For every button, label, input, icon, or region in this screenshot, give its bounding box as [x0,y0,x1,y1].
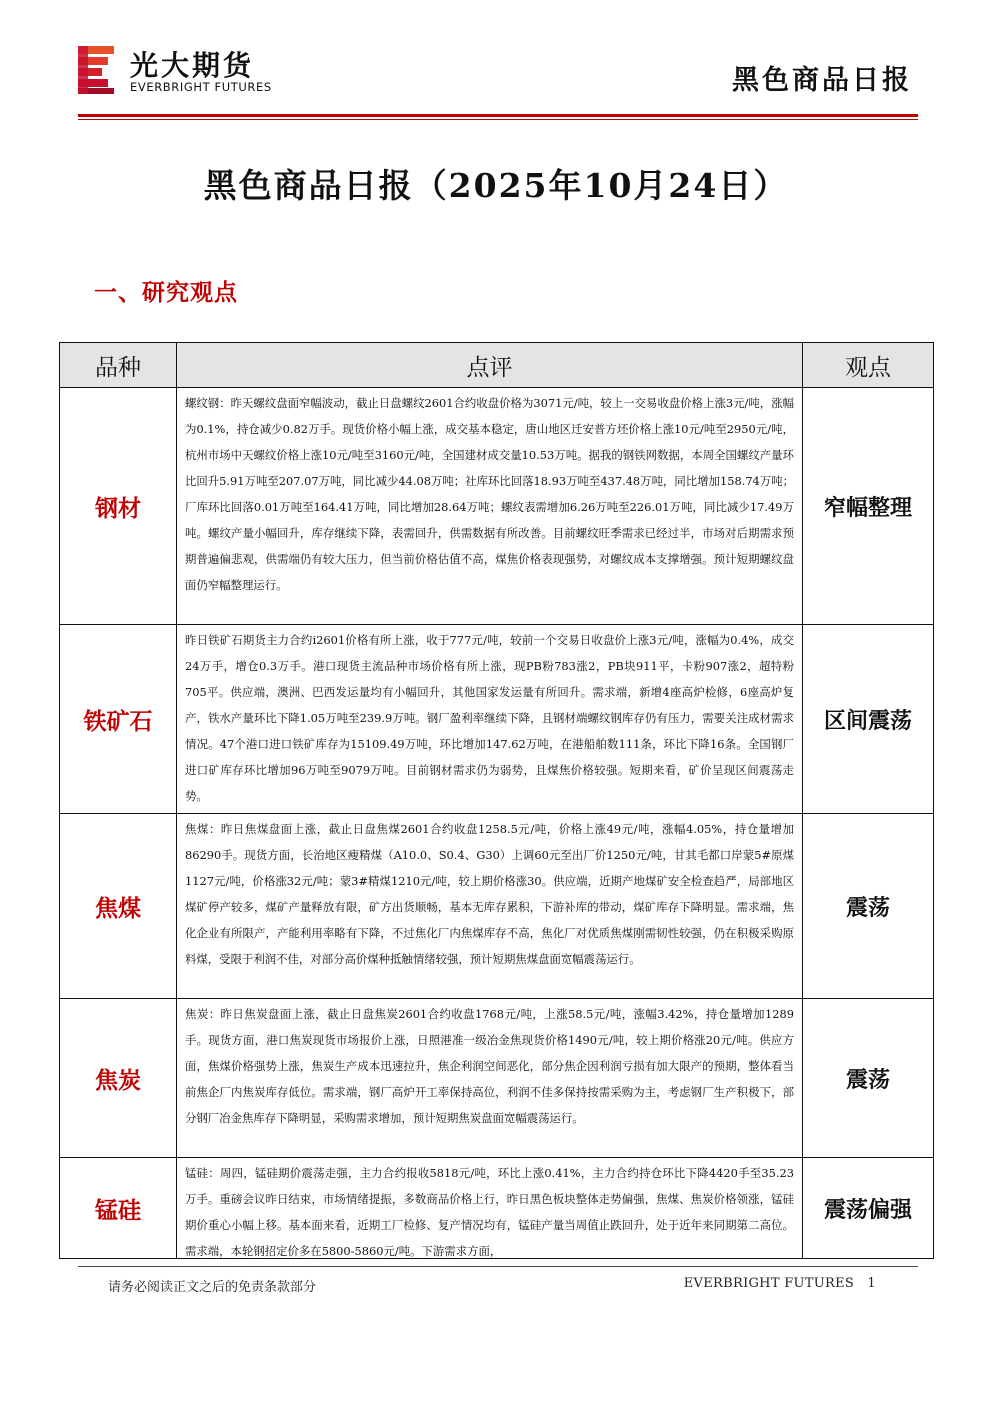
header-comment: 点评 [177,343,803,388]
table-row [60,388,934,625]
product-view: 窄幅整理 [803,388,934,625]
product-comment: 焦炭：昨日焦炭盘面上涨，截止日盘焦炭2601合约收盘1768元/吨，上涨58.5元/吨，涨幅3.42%，持仓量增加1289手。现货方面，港口焦炭现货市场报价上涨，日照港准一级冶金焦现货价格1490元/吨，较上期价格涨20元/吨。供应方面，焦煤价格强势上涨，焦炭生产成本迅速拉升，焦企利润空间恶化，部分焦企因利润亏损有加大限产的预期，整体看当前焦企厂内焦炭库存低位。需求端，钢厂高炉开工率保持高位，利润不佳多保持按需采购为主，考虑钢厂生产积极下，部分钢厂冶金焦库存下降明显，采购需求增加，预计短期焦炭盘面宽幅震荡运行。 [177,999,803,1158]
product-view: 震荡偏强 [803,1158,934,1259]
table-row [60,1158,934,1259]
product-comment: 焦煤：昨日焦煤盘面上涨，截止日盘焦煤2601合约收盘1258.5元/吨，价格上涨49元/吨，涨幅4.05%，持仓量增加86290手。现货方面，长治地区瘦精煤（A10.0、S0.4、G30）上调60元至出厂价1250元/吨，甘其毛都口岸蒙5#原煤1127元/吨，价格涨32元/吨；蒙3#精煤1210元/吨，较上期价格涨30。供应端，近期产地煤矿安全检查趋严，局部地区煤矿停产较多，煤矿产量释放有限，矿方出货顺畅，基本无库存累积，下游补库的带动，煤矿库存下降明显。需求端，焦化企业有所限产，产能利用率略有下降，不过焦化厂内焦煤库存不高，焦化厂对优质焦煤刚需韧性较强，仍在积极采购原料煤，受限于利润不佳，对部分高价煤种抵触情绪较强，预计短期焦煤盘面宽幅震荡运行。 [177,814,803,999]
header-view: 观点 [803,343,934,388]
product-name: 钢材 [60,388,177,625]
company-logo [78,40,288,100]
product-view: 区间震荡 [803,625,934,814]
product-name: 铁矿石 [60,625,177,814]
logo-chinese-text: 光大期货 [130,49,255,82]
table-row [60,625,934,814]
footer-divider [78,1266,918,1267]
research-views-table [59,342,934,1259]
product-name: 焦炭 [60,999,177,1158]
product-comment-cell [177,1158,803,1259]
product-name: 焦煤 [60,814,177,999]
logo-english-text: EVERBRIGHT FUTURES [130,80,272,94]
report-name: 黑色商品日报 [732,65,912,96]
product-comment: 锰硅：周四，锰硅期价震荡走强，主力合约报收5818元/吨，环比上涨0.41%，主力合约持仓环比下降4420手至35.23万手。重磅会议昨日结束，市场情绪提振，多数商品价格上行，昨日黑色板块整体走势偏强，焦煤、焦炭价格领涨，锰硅期价重心小幅上移。基本面来看，近期工厂检修、复产情况均有，锰硅产量当周值止跌回升，处于近年来同期第二高位。需求端，本轮钢招定价多在5800-5860元/吨。下游需求方面， [185,1166,794,1258]
footer-disclaimer: 请务必阅读正文之后的免责条款部分 [108,1280,317,1295]
product-comment: 昨日铁矿石期货主力合约i2601价格有所上涨，收于777元/吨，较前一个交易日收盘价上涨3元/吨，涨幅为0.4%，成交24万手，增仓0.3万手。港口现货主流品种市场价格有所上涨，现PB粉783涨2，PB块911平，卡粉907涨2，超特粉705平。供应端，澳洲、巴西发运量均有小幅回升，其他国家发运量有所回升。需求端，新增4座高炉检修，6座高炉复产，铁水产量环比下降1.05万吨至239.9万吨。钢厂盈利率继续下降，且钢材端螺纹钢库存仍有压力，需要关注成材需求情况。47个港口进口铁矿库存为15109.49万吨，环比增加147.62万吨，在港船舶数111条，环比下降16条。全国钢厂进口矿库存环比增加96万吨至9079万吨。目前钢材需求仍为弱势，且煤焦价格较强。短期来看，矿价呈现区间震荡走势。 [177,625,803,814]
document-title: 黑色商品日报（2025年10月24日） [203,166,789,205]
footer-brand-page [684,1276,876,1291]
table-row [60,999,934,1158]
table-row [60,814,934,999]
header-divider [78,114,918,117]
footer-brand: EVERBRIGHT FUTURES [683,1276,855,1291]
product-comment: 螺纹钢：昨天螺纹盘面窄幅波动，截止日盘螺纹2601合约收盘价格为3071元/吨，较上一交易收盘价格上涨3元/吨，涨幅为0.1%，持仓减少0.82万手。现货价格小幅上涨，成交基本稳定，唐山地区迁安普方坯价格上涨10元/吨至2950元/吨，杭州市场中天螺纹价格上涨10元/吨至3160元/吨，全国建材成交量10.53万吨。据我的钢铁网数据，本周全国螺纹产量环比回升5.91万吨至207.07万吨，同比减少44.08万吨；社库环比回落18.93万吨至437.48万吨，同比增加158.74万吨；厂库环比回落0.01万吨至164.41万吨，同比增加28.64万吨；螺纹表需增加6.26万吨至226.01万吨，同比减少17.49万吨。螺纹产量小幅回升，库存继续下降，表需回升，供需数据有所改善。目前螺纹旺季需求已经过半，市场对后期需求预期普遍偏悲观，供需端仍有较大压力，但当前价格估值不高，煤焦价格表现强势，对螺纹成本支撑增强。预计短期螺纹盘面仍窄幅整理运行。 [177,388,803,625]
product-view: 震荡 [803,999,934,1158]
table-header-row [60,343,934,388]
page-header [78,40,918,118]
product-name: 锰硅 [60,1158,177,1259]
header-divider-thin [78,119,918,120]
section-heading: 一、研究观点 [94,279,238,306]
header-product: 品种 [60,343,177,388]
everbright-logo-icon [78,44,118,96]
page-number: 1 [867,1276,876,1291]
product-view: 震荡 [803,814,934,999]
